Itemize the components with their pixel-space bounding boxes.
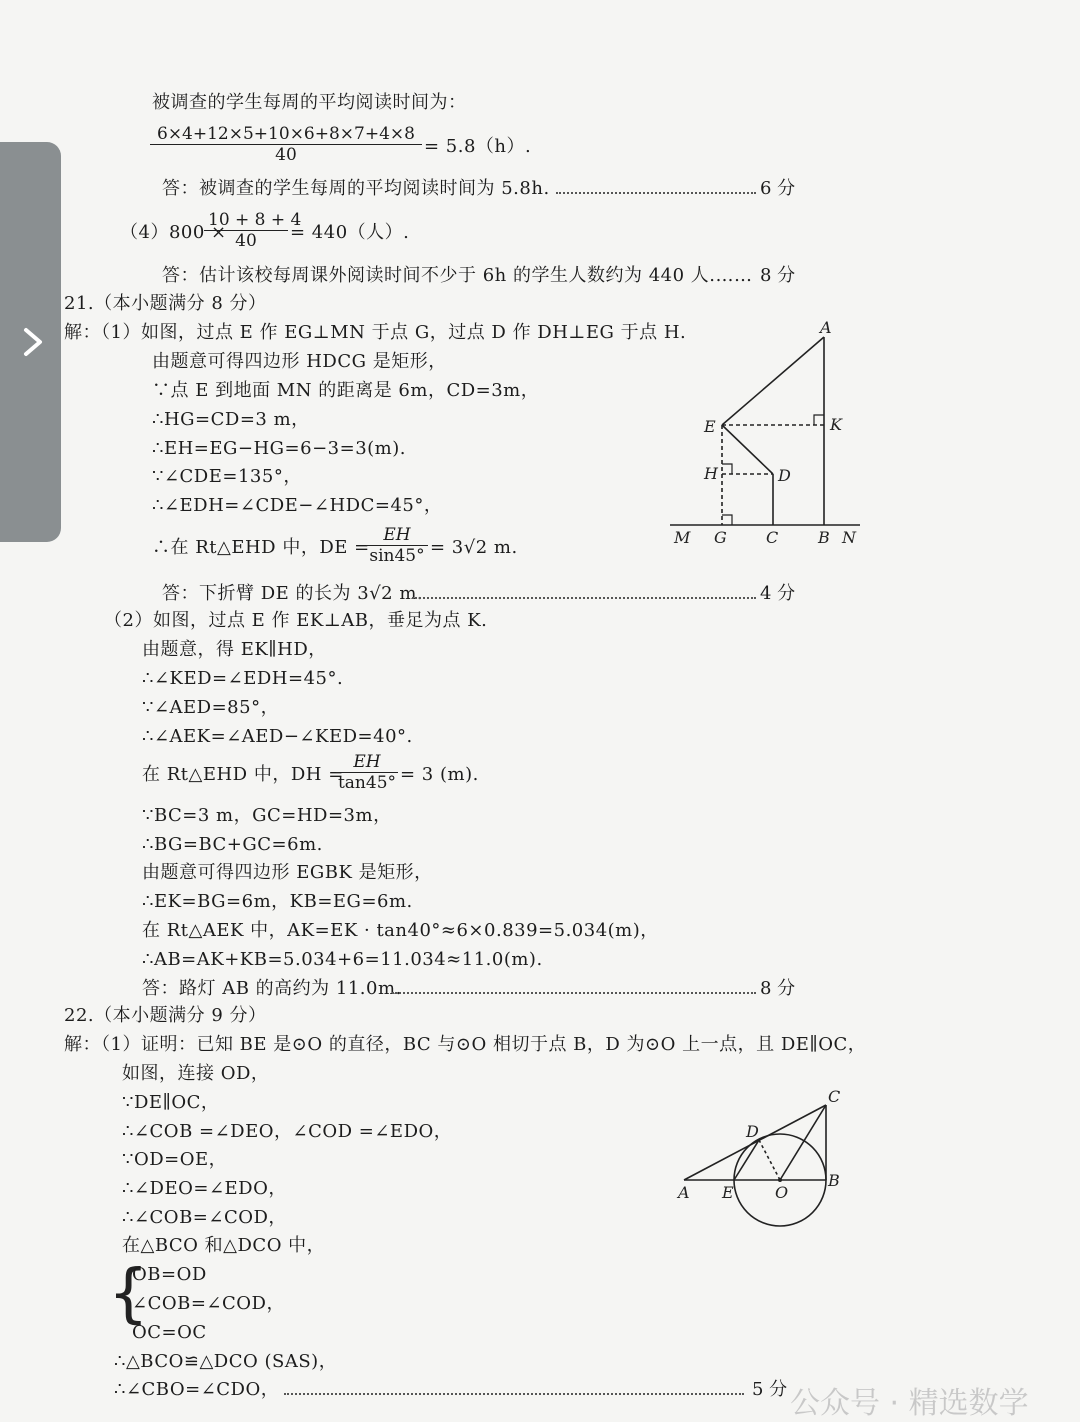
arm-ed <box>722 425 773 474</box>
dot-leader <box>392 990 756 994</box>
de-result: = 3√2 m. <box>430 537 518 558</box>
q21-p2-line: ∴EK=BG=6m，KB=EG=6m. <box>142 891 413 912</box>
de-denominator: sin45° <box>369 546 425 566</box>
q22-line: ∴∠DEO=∠EDO， <box>122 1178 287 1199</box>
q21-line: ∵∠CDE=135°， <box>152 466 302 487</box>
label-b: B <box>818 528 830 547</box>
part4-prefix: （4）800 × <box>120 222 227 243</box>
side-panel-handle[interactable] <box>0 142 61 542</box>
q21-line: 由题意可得四边形 HDCG 是矩形， <box>152 351 447 372</box>
dh-fraction <box>336 752 398 793</box>
system-brace: { <box>108 1257 149 1331</box>
dashed-od <box>759 1140 780 1180</box>
system-line: OB=OD <box>132 1264 207 1285</box>
avg-result: = 5.8（h）. <box>424 136 532 157</box>
q21-p2-line: ∴AB=AK+KB=5.034+6=11.034≈11.0(m). <box>142 949 543 970</box>
right-angle-k <box>814 415 824 425</box>
de-fraction <box>366 525 428 566</box>
avg-intro: 被调查的学生每周的平均阅读时间为： <box>152 92 467 113</box>
q21-header: 21.（本小题满分 8 分） <box>64 293 267 314</box>
label-m: M <box>674 528 691 547</box>
q21-p2-line: ∵∠AED=85°， <box>142 697 280 718</box>
q22-line: ∴∠COB=∠COD， <box>122 1207 287 1228</box>
q21-figure <box>660 315 870 555</box>
arm-ae <box>722 337 824 425</box>
avg-denominator: 40 <box>275 145 297 165</box>
dh-denominator: tan45° <box>337 773 397 793</box>
tangent-ac <box>684 1105 826 1180</box>
q22-line: ∵OD=OE， <box>122 1149 228 1170</box>
de-prefix: ∴在 Rt△EHD 中，DE = <box>152 537 370 558</box>
q22-line: 在△BCO 和△DCO 中， <box>122 1235 326 1256</box>
label-g: G <box>714 528 727 547</box>
q21-p2-line: 由题意，得 EK∥HD， <box>142 639 327 660</box>
answer-3: 答：被调查的学生每周的平均阅读时间为 5.8h. <box>162 178 550 199</box>
q21-line: ∴EH=EG−HG=6−3=3(m). <box>152 438 406 459</box>
q21-p2-line: ∵BC=3 m，GC=HD=3m， <box>142 805 392 826</box>
center-point <box>778 1178 782 1182</box>
dot-leader <box>284 1391 744 1395</box>
label-h: H <box>704 464 718 483</box>
answer-21-2: 答：路灯 AB 的高约为 11.0m. <box>142 978 402 999</box>
label-d: D <box>778 466 791 485</box>
part4-fraction <box>204 210 302 251</box>
score-21-1: 4 分 <box>760 583 796 604</box>
watermark: 公众号 · 精选数学 <box>790 1386 1029 1421</box>
dh-prefix: 在 Rt△EHD 中，DH = <box>142 764 344 785</box>
dot-leader <box>412 595 756 599</box>
q22-line: 解：（1）证明：已知 BE 是⊙O 的直径，BC 与⊙O 相切于点 B，D 为⊙O 上一点，且 DE∥OC， <box>64 1034 867 1055</box>
de-numerator: EH <box>366 525 428 546</box>
avg-numerator: 6×4+12×5+10×6+8×7+4×8 <box>150 124 422 145</box>
score-3: 6 分 <box>760 178 796 199</box>
q22-line: ∵DE∥OC， <box>122 1092 220 1113</box>
chevron-right-icon[interactable] <box>14 324 50 360</box>
q21-p2-line: ∴∠AEK=∠AED−∠KED=40°. <box>142 726 413 747</box>
q22-figure <box>670 1085 860 1235</box>
q21-p2-line: 在 Rt△AEK 中，AK=EK · tan40°≈6×0.839=5.034(m)， <box>142 920 659 941</box>
dh-result: = 3 (m). <box>400 764 479 785</box>
score-21-2: 8 分 <box>760 978 796 999</box>
score-22-partial: 5 分 <box>752 1379 788 1400</box>
q21-line: ∴∠EDH=∠CDE−∠HDC=45°， <box>152 495 443 516</box>
right-angle-g <box>722 515 732 525</box>
system-line: ∠COB=∠COD， <box>132 1293 285 1314</box>
congruent-line: ∴△BCO≌△DCO (SAS)， <box>114 1351 338 1372</box>
label-e: E <box>722 1183 734 1202</box>
score-4: 8 分 <box>760 265 796 286</box>
part4-result: = 440（人）. <box>290 222 410 243</box>
system-line: OC=OC <box>132 1322 207 1343</box>
q21-line: ∵点 E 到地面 MN 的距离是 6m，CD=3m， <box>152 380 540 401</box>
avg-fraction <box>150 124 422 165</box>
q21-p2-line: ∴∠KED=∠EDH=45°. <box>142 668 344 689</box>
dot-leader <box>556 190 756 194</box>
label-a: A <box>678 1183 690 1202</box>
label-c: C <box>828 1087 841 1106</box>
q21-line: ∴HG=CD=3 m， <box>152 409 310 430</box>
label-c: C <box>766 528 779 547</box>
label-n: N <box>842 528 856 547</box>
label-d: D <box>746 1122 759 1141</box>
answer-21-1: 答：下折臂 DE 的长为 3√2 m. <box>162 583 424 604</box>
label-a: A <box>820 318 832 337</box>
label-e: E <box>704 417 716 436</box>
right-angle-h <box>722 464 732 474</box>
part4-denominator: 40 <box>235 231 257 251</box>
q22-header: 22.（本小题满分 9 分） <box>64 1005 267 1026</box>
label-b: B <box>828 1171 840 1190</box>
q21-line: 解：（1）如图，过点 E 作 EG⊥MN 于点 G，过点 D 作 DH⊥EG 于点 H. <box>64 322 687 343</box>
q22-line: ∴∠COB =∠DEO，∠COD =∠EDO， <box>122 1121 453 1142</box>
q21-p2-line: 由题意可得四边形 EGBK 是矩形， <box>142 862 433 883</box>
label-k: K <box>830 415 842 434</box>
q22-line: 如图，连接 OD， <box>122 1063 270 1084</box>
label-o: O <box>775 1183 789 1202</box>
last-line: ∴∠CBO=∠CDO， <box>114 1379 280 1400</box>
answer-4: 答：估计该校每周课外阅读时间不少于 6h 的学生人数约为 440 人.…… <box>162 265 753 286</box>
q21-p2-line: （2）如图，过点 E 作 EK⊥AB，垂足为点 K. <box>104 610 488 631</box>
part4-numerator: 10 + 8 + 4 <box>204 210 288 231</box>
q21-p2-line: ∴BG=BC+GC=6m. <box>142 834 323 855</box>
dh-numerator: EH <box>336 752 398 773</box>
